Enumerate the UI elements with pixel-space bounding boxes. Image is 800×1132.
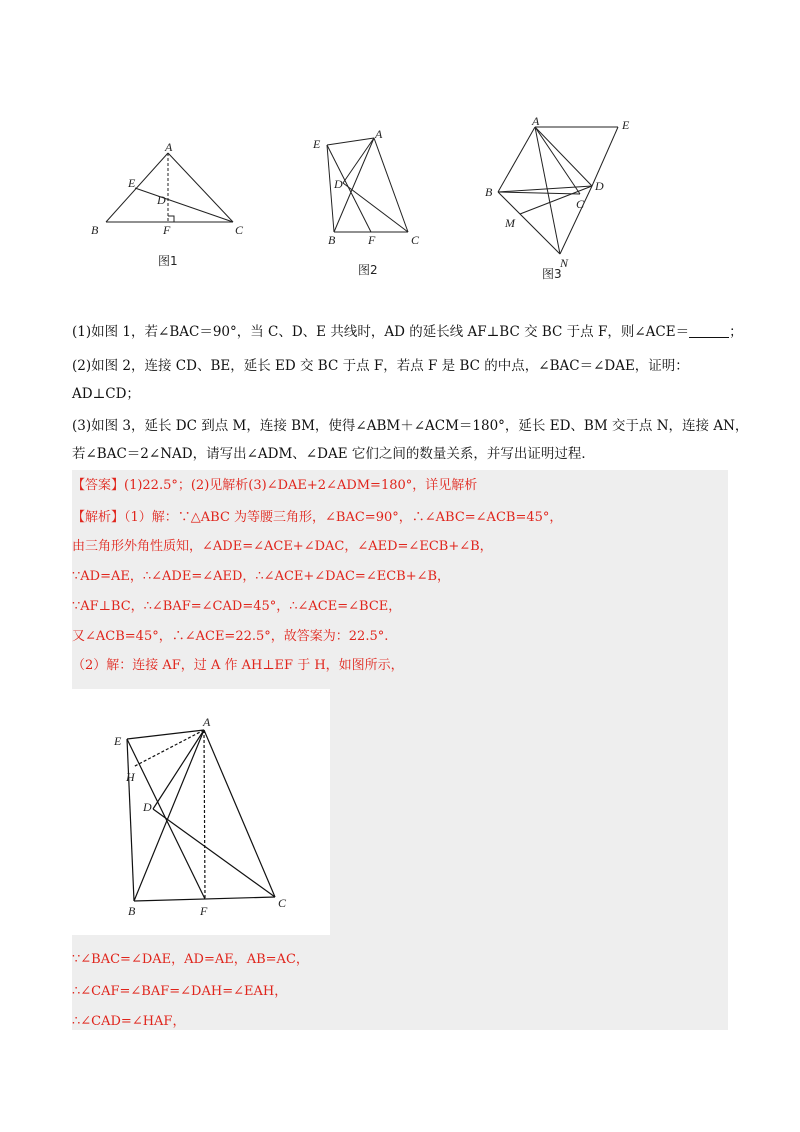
- fig2-line-ac: [374, 138, 408, 232]
- fig3-label-d: D: [595, 179, 604, 193]
- fig1-label-e: E: [128, 176, 136, 190]
- fig4-line-af: [204, 730, 205, 899]
- solution-line-5: 又∠ACB=45°，∴∠ACE=22.5°，故答案为：22.5°.: [72, 629, 389, 644]
- fig1-label-a: A: [165, 140, 173, 154]
- question-3-line-2: 若∠BAC＝2∠NAD，请写出∠ADM、∠DAE 它们之间的数量关系，并写出证明过程．: [72, 446, 595, 462]
- answer-line: 【答案】(1)22.5°；(2)见解析(3)∠DAE+2∠ADM=180°，详见解析: [72, 478, 478, 493]
- fig4-line-ad: [153, 730, 204, 809]
- fig2-label-e: E: [313, 137, 321, 151]
- solution-line-9: ∴∠CAD=∠HAF，: [72, 1014, 186, 1029]
- figure-3: [480, 112, 640, 282]
- fig3-label-m: M: [505, 216, 515, 230]
- fig4-line-ea: [127, 730, 204, 739]
- fig3-label-n: N: [560, 256, 569, 270]
- solution-line-2: 由三角形外角性质知，∠ADE=∠ACE+∠DAC，∠AED=∠ECB+∠B，: [72, 539, 493, 554]
- fig1-line-ac: [168, 153, 233, 222]
- solution-line-3: ∵AD=AE，∴∠ADE=∠AED，∴∠ACE+∠DAC=∠ECB+∠B，: [72, 569, 451, 584]
- fig3-label-c: C: [576, 197, 585, 211]
- fig3-line-bc: [498, 192, 580, 194]
- question-1: [72, 322, 743, 342]
- question-2-line-2: AD⊥CD；: [72, 386, 140, 402]
- question-3-line-1: (3)如图 3，延长 DC 到点 M，连接 BM，使得∠ABM＋∠ACM＝180°，延长 ED、BM 交于点 N，连接 AN，: [72, 418, 749, 434]
- fig4-label-f: F: [200, 904, 208, 918]
- fig3-caption: 图3: [542, 267, 562, 281]
- fig2-line-eb: [327, 145, 334, 232]
- fig1-label-b: B: [91, 223, 99, 237]
- fig1-line-ab: [106, 153, 168, 222]
- fig1-label-f: F: [163, 223, 171, 237]
- fig1-label-d: D: [157, 193, 166, 207]
- question-2-line-1: (2)如图 2，连接 CD、BE，延长 ED 交 BC 于点 F，若点 F 是 BC 的中点，∠BAC＝∠DAE，证明：: [72, 358, 689, 374]
- fig1-caption: 图1: [158, 254, 178, 268]
- fig1-right-angle: [168, 216, 174, 222]
- fig4-label-b: B: [128, 904, 136, 918]
- fig3-line-ad: [535, 127, 592, 186]
- solution-line-1: 【解析】（1）解：∵△ABC 为等腰三角形，∠BAC=90°，∴∠ABC=∠ACB=45°，: [72, 510, 563, 525]
- fig4-label-c: C: [278, 896, 287, 910]
- fig3-label-b: B: [485, 185, 493, 199]
- fig4-line-ah: [133, 730, 204, 767]
- fig2-line-ea: [327, 138, 374, 145]
- fig2-line-ad: [343, 138, 374, 183]
- fig2-line-dc: [343, 183, 408, 232]
- fig4-label-a: A: [203, 715, 211, 729]
- fig3-line-ed: [592, 127, 618, 186]
- fig4-label-e: E: [114, 734, 122, 748]
- fig3-line-ab: [498, 127, 535, 192]
- fig4-label-h: H: [126, 770, 135, 784]
- fig4-label-d: D: [143, 800, 152, 814]
- solution-line-4: ∵AF⊥BC，∴∠BAF=∠CAD=45°，∴∠ACE=∠BCE，: [72, 599, 402, 614]
- fig2-label-c: C: [411, 233, 420, 247]
- fig2-label-b: B: [328, 233, 336, 247]
- fig4-line-eb: [127, 739, 134, 901]
- question-1-end: ；: [729, 324, 743, 340]
- fig2-label-a: A: [375, 127, 383, 141]
- fig2-caption: 图2: [358, 263, 378, 277]
- fig1-line-ec: [135, 188, 233, 222]
- fig2-label-f: F: [368, 233, 376, 247]
- figure-2: [305, 122, 435, 282]
- answer-blank: [689, 323, 729, 338]
- solution-line-6: （2）解：连接 AF，过 A 作 AH⊥EF 于 H，如图所示，: [72, 658, 404, 673]
- solution-line-7: ∵∠BAC=∠DAE，AD=AE，AB=AC，: [72, 952, 309, 967]
- fig3-label-a: A: [532, 114, 540, 128]
- solution-line-8: ∴∠CAF=∠BAF=∠DAH=∠EAH，: [72, 984, 288, 999]
- fig3-label-e: E: [622, 118, 630, 132]
- fig1-label-c: C: [235, 223, 244, 237]
- figure-1: [85, 140, 255, 270]
- solution-figure: [72, 689, 330, 935]
- fig2-label-d: D: [334, 177, 343, 191]
- question-1-text: (1)如图 1，若∠BAC＝90°，当 C、D、E 共线时，AD 的延长线 AF⊥BC 交 BC 于点 F，则∠ACE＝: [72, 324, 690, 340]
